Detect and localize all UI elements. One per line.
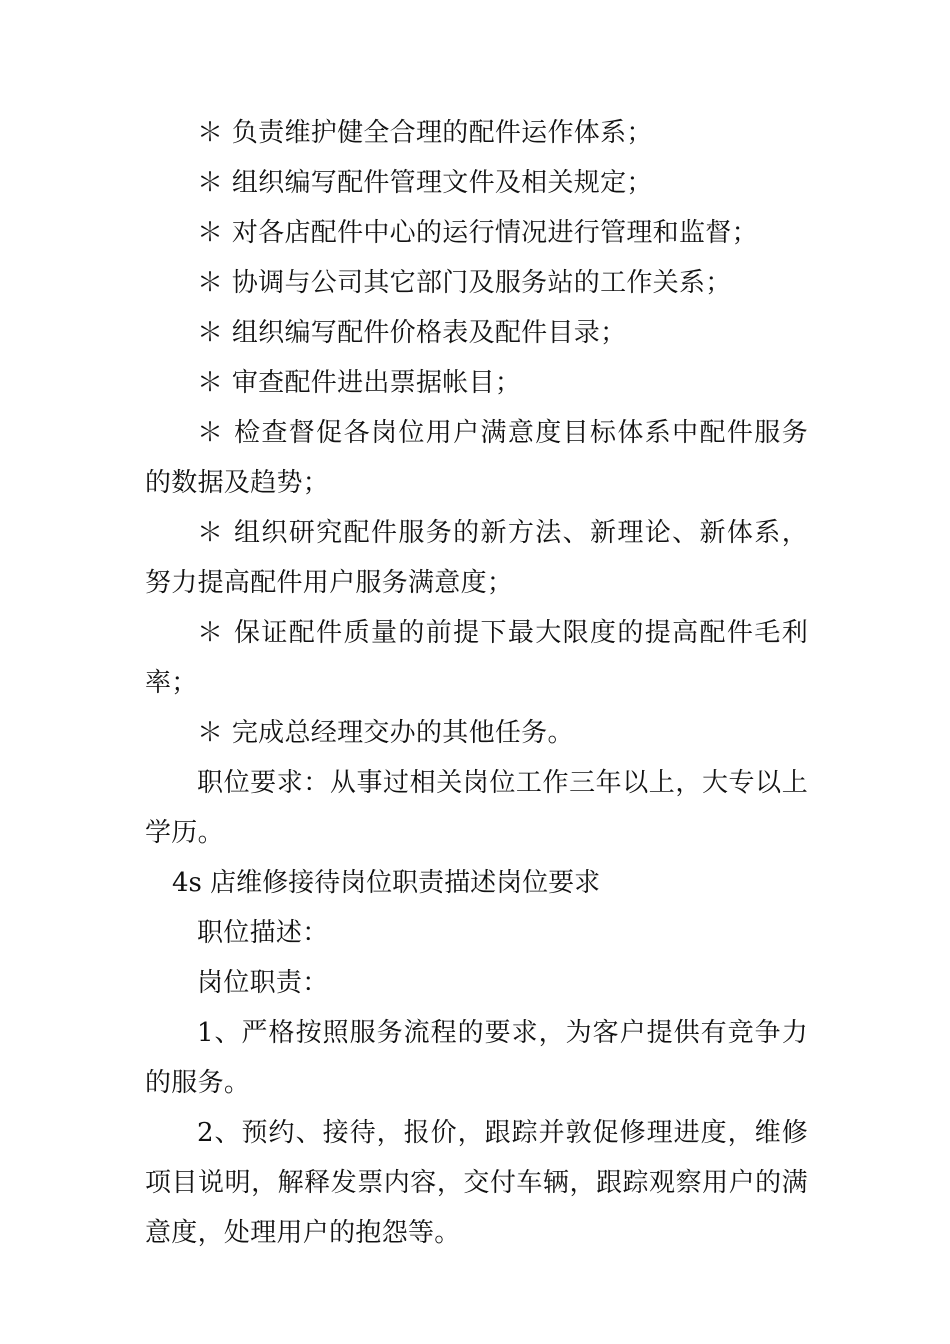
bullet-service-research: ＊ 组织研究配件服务的新方法、新理论、新体系，努力提高配件用户服务满意度；: [145, 518, 808, 598]
job-duties-label: 岗位职责：: [197, 968, 329, 998]
document-body: [145, 108, 808, 1258]
position-description-label: 职位描述：: [197, 918, 329, 948]
bullet-parts-system: ＊ 负责维护健全合理的配件运作体系；: [197, 118, 653, 148]
bullet-other-tasks: ＊ 完成总经理交办的其他任务。: [197, 718, 574, 748]
bullet-price-catalog: ＊ 组织编写配件价格表及配件目录；: [197, 318, 627, 348]
bullet-bill-review: ＊ 审查配件进出票据帐目；: [197, 368, 522, 398]
bullet-satisfaction-data: ＊ 检查督促各岗位用户满意度目标体系中配件服务的数据及趋势；: [145, 418, 808, 498]
duty-item-1: 1、严格按照服务流程的要求，为客户提供有竞争力的服务。: [145, 1018, 808, 1098]
bullet-department-coordination: ＊ 协调与公司其它部门及服务站的工作关系；: [197, 268, 732, 298]
bullet-store-supervision: ＊ 对各店配件中心的运行情况进行管理和监督；: [197, 218, 758, 248]
duty-item-2: 2、预约、接待，报价，跟踪并敦促修理进度，维修项目说明，解释发票内容，交付车辆，跟踪观察用户的满意度，处理用户的抱怨等。: [145, 1118, 808, 1248]
position-requirements: 职位要求：从事过相关岗位工作三年以上，大专以上学历。: [145, 768, 808, 848]
section-title: 4s 店维修接待岗位职责描述岗位要求: [172, 868, 601, 898]
bullet-parts-regulations: ＊ 组织编写配件管理文件及相关规定；: [197, 168, 653, 198]
bullet-profit-margin: ＊ 保证配件质量的前提下最大限度的提高配件毛利率；: [145, 618, 808, 698]
